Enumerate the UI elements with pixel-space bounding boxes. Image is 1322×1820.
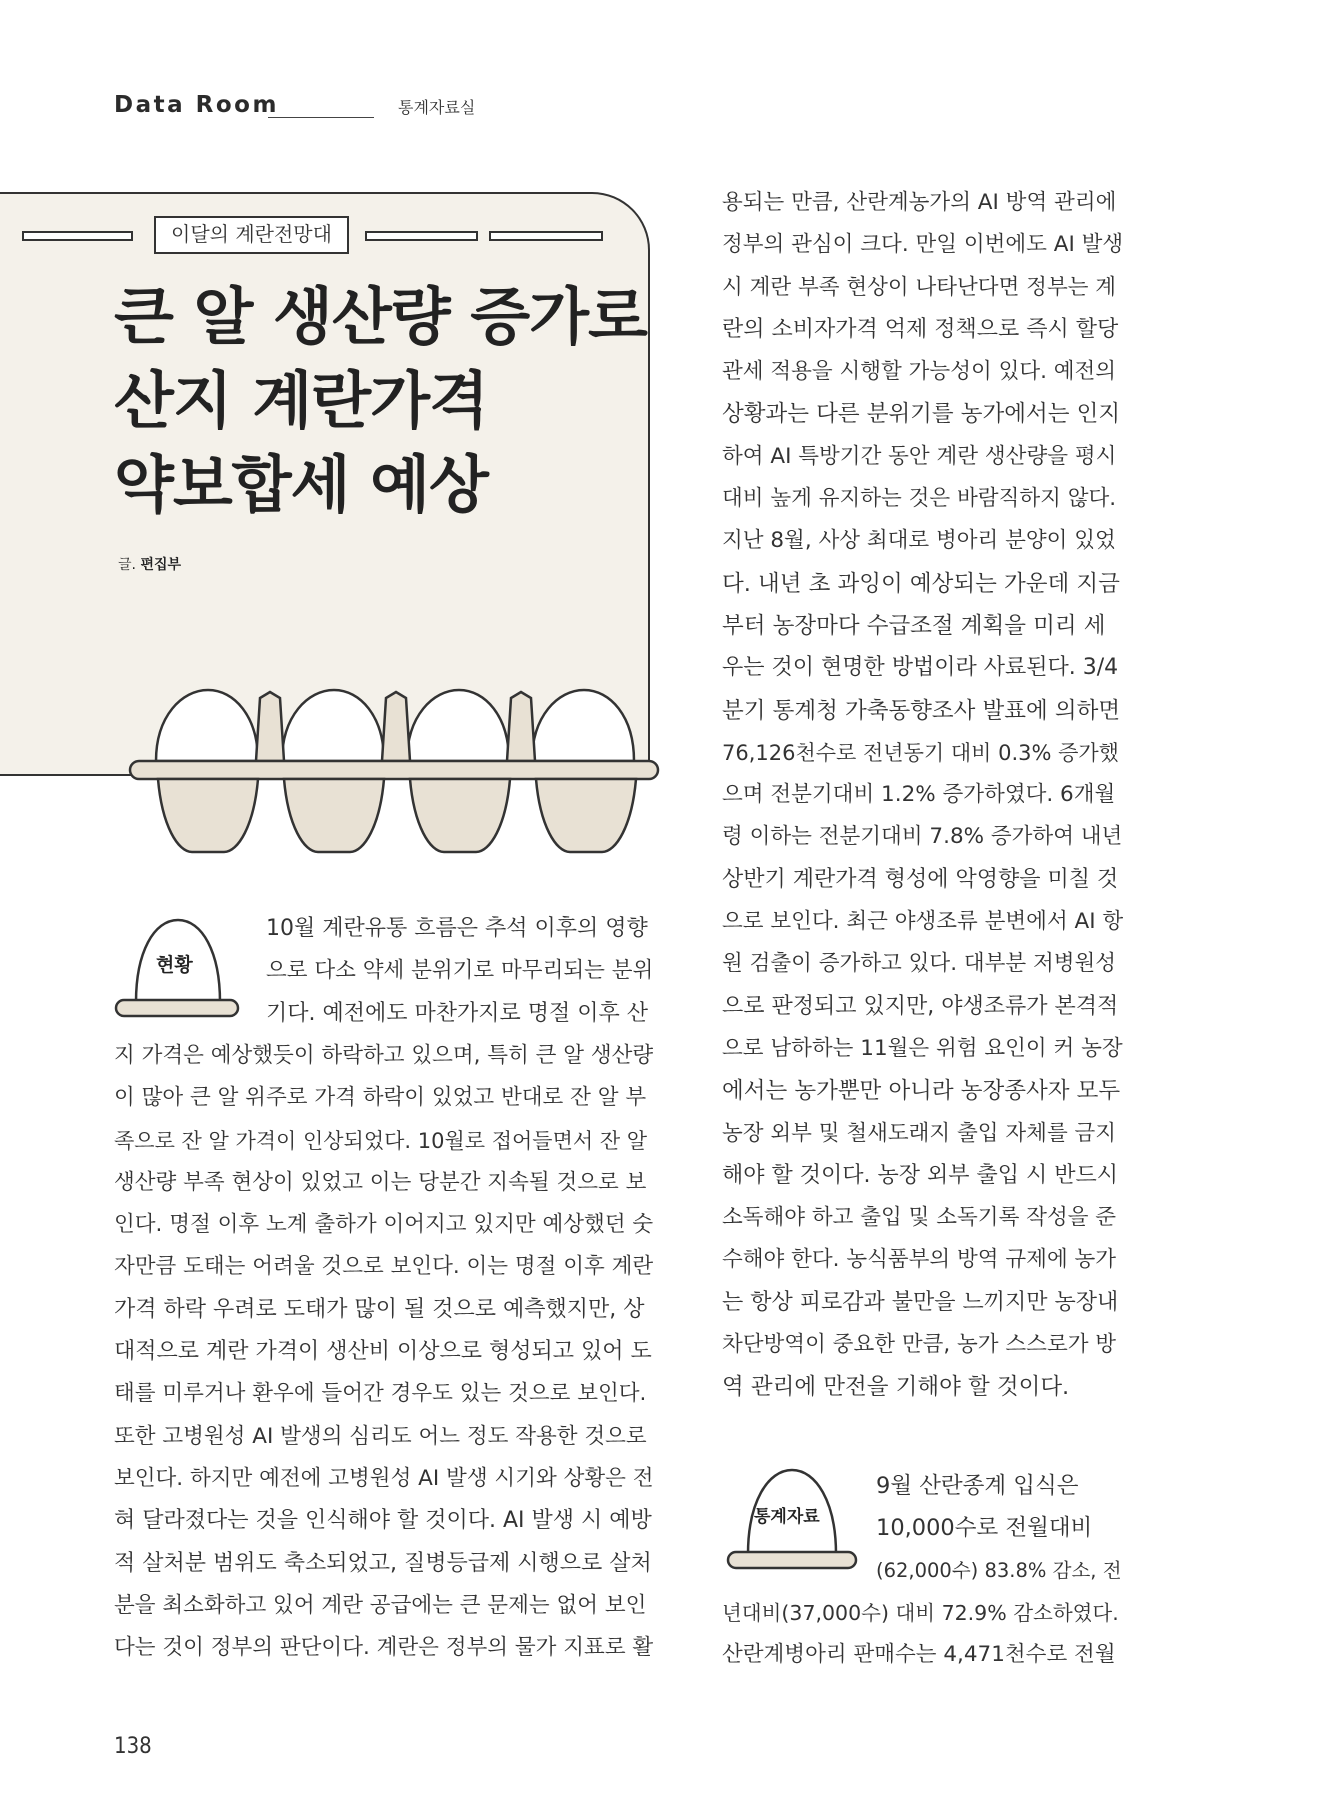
divider-1 [256,692,284,761]
text-line: 생산량 부족 현상이 있었고 이는 당분간 지속될 것으로 보 [114,1169,647,1195]
divider-2 [382,692,410,761]
text-line: 으로 남하하는 11월은 위험 요인이 커 농장 [722,1035,1123,1061]
byline [118,554,181,574]
text-line: 분기 통계청 가축동향조사 발표에 의하면 [722,697,1121,724]
text-line: 다. 내년 초 과잉이 예상되는 가운데 지금 [722,570,1120,597]
text-line: 시 계란 부족 현상이 나타난다면 정부는 계 [722,274,1117,300]
text-line: 는 항상 피로감과 불만을 느끼지만 농장내 [722,1289,1119,1315]
text-line: 소독해야 하고 출입 및 소독기록 작성을 준 [722,1205,1117,1231]
stats-intro [876,1465,1122,1592]
text-line: 으로 판정되고 있지만, 야생조류가 본격적 [722,993,1119,1019]
text-line: 보인다. 하지만 예전에 고병원성 AI 발생 시기와 상황은 전 [114,1465,654,1491]
text-line: 대적으로 계란 가격이 생산비 이상으로 형성되고 있어 도 [114,1339,652,1365]
left-column-body [114,1035,652,1669]
text-line: 에서는 농가뿐만 아니라 농장종사자 모두 [722,1078,1121,1105]
text-line: 10월 계란유통 흐름은 추석 이후의 영향 [266,916,648,941]
text-line: 다는 것이 정부의 판단이다. 계란은 정부의 물가 지표로 활 [114,1635,654,1661]
section-subtitle: 통계자료실 [398,98,476,117]
tray-rim [130,761,658,779]
page-number: 138 [114,1734,152,1759]
text-line: 분을 최소화하고 있어 계란 공급에는 큰 문제는 없어 보인 [114,1592,647,1618]
section-title: Data Room [114,92,279,118]
text-line: 원 검출이 증가하고 있다. 대부분 저병원성 [722,951,1117,977]
text-line: 혀 달라졌다는 것을 인식해야 할 것이다. AI 발생 시 예방 [114,1508,652,1534]
text-line: 령 이하는 전분기대비 7.8% 증가하여 내년 [722,824,1123,850]
text-line: 수해야 한다. 농식품부의 방역 규제에 농가 [722,1247,1117,1273]
current-status-badge-label: 현황 [156,954,193,976]
left-column-intro [266,908,652,1035]
text-line: 차단방역이 중요한 만큼, 농가 스스로가 방 [722,1332,1117,1358]
text-line: 정부의 관심이 크다. 만일 이번에도 AI 발생 [722,232,1124,258]
text-line: 해야 할 것이다. 농장 외부 출입 시 반드시 [722,1162,1118,1188]
decor-bar-left [22,231,133,241]
text-line: (62,000수) 83.8% 감소, 전 [876,1558,1122,1582]
text-line: 년대비(37,000수) 대비 72.9% 감소하였다. [722,1601,1119,1625]
text-line: 용되는 만큼, 산란계농가의 AI 방역 관리에 [722,190,1117,215]
headline [114,275,647,527]
byline-label: 글. [118,557,136,573]
text-line: 기다. 예전에도 마찬가지로 명절 이후 산 [266,1000,648,1026]
tray-cup-2 [284,779,384,852]
byline-author: 편집부 [140,557,182,573]
egg-2 [282,690,384,761]
text-line-last: 역 관리에 만전을 기해야 할 것이다. [722,1374,1070,1401]
text-line: 적 살처분 범위도 축소되었고, 질병등급제 시행으로 살처 [114,1550,652,1576]
text-line: 자만큼 도태는 어려울 것으로 보인다. 이는 명절 이후 계란 [114,1254,654,1280]
text-line: 부터 농장마다 수급조절 계획을 미리 세 [722,612,1106,639]
text-line: 태를 미루거나 환우에 들어간 경우도 있는 것으로 보인다. [114,1381,647,1407]
tray-cup-1 [158,779,258,852]
tray-cup-4 [536,779,636,852]
text-line: 으로 다소 약세 분위기로 마무리되는 분위 [266,958,654,984]
headline-line-1: 큰 알 생산량 증가로 [114,280,647,353]
text-line: 10,000수로 전월대비 [876,1515,1093,1542]
text-line: 으로 보인다. 최근 야생조류 분변에서 AI 항 [722,909,1124,935]
text-line: 하여 AI 특방기간 동안 계란 생산량을 평시 [722,443,1117,469]
egg-3 [407,690,509,761]
decor-bar-right [489,231,603,241]
text-line: 우는 것이 현명한 방법이라 사료된다. 3/4 [722,655,1119,681]
text-line: 산란계병아리 판매수는 4,471천수로 전월 [722,1642,1116,1668]
text-line: 대비 높게 유지하는 것은 바람직하지 않다. [722,486,1117,512]
text-line: 으며 전분기대비 1.2% 증가하였다. 6개월 [722,782,1116,808]
egg-4 [532,690,634,761]
headline-line-3: 약보합세 예상 [114,448,488,521]
text-line: 농장 외부 및 철새도래지 출입 자체를 금지 [722,1120,1117,1146]
text-line: 이 많아 큰 알 위주로 가격 하락이 있었고 반대로 잔 알 부 [114,1085,647,1111]
text-line: 9월 산란종계 입식은 [876,1473,1079,1499]
decor-bar-mid [365,231,478,241]
text-line: 또한 고병원성 AI 발생의 심리도 어느 정도 작용한 것으로 [114,1423,647,1449]
text-line: 족으로 잔 알 가격이 인상되었다. 10월로 접어들면서 잔 알 [114,1128,648,1153]
tray-cup-3 [410,779,510,852]
text-line: 76,126천수로 전년동기 대비 0.3% 증가했 [722,740,1119,765]
text-line: 상반기 계란가격 형성에 악영향을 미칠 것 [722,866,1119,892]
text-line: 란의 소비자가격 억제 정책으로 즉시 할당 [722,316,1119,342]
stats-body [722,1592,1122,1677]
text-line: 지 가격은 예상했듯이 하락하고 있으며, 특히 큰 알 생산량 [114,1043,654,1068]
text-line: 지난 8월, 사상 최대로 병아리 분양이 있었 [722,528,1116,554]
egg-1 [156,690,258,761]
divider-3 [507,692,535,761]
right-column-body [722,182,1122,1409]
statistics-badge-label: 통계자료 [754,1507,820,1527]
kicker-label: 이달의 계란전망대 [154,216,349,254]
egg-carton-illustration [120,676,660,866]
text-line: 가격 하락 우려로 도태가 많이 될 것으로 예측했지만, 상 [114,1296,645,1322]
text-line: 상황과는 다른 분위기를 농가에서는 인지 [722,401,1121,428]
header-divider [268,117,374,118]
text-line: 관세 적용을 시행할 가능성이 있다. 예전의 [722,359,1117,385]
text-line: 인다. 명절 이후 노계 출하가 이어지고 있지만 예상했던 숫 [114,1212,654,1238]
headline-line-2: 산지 계란가격 [114,364,488,437]
